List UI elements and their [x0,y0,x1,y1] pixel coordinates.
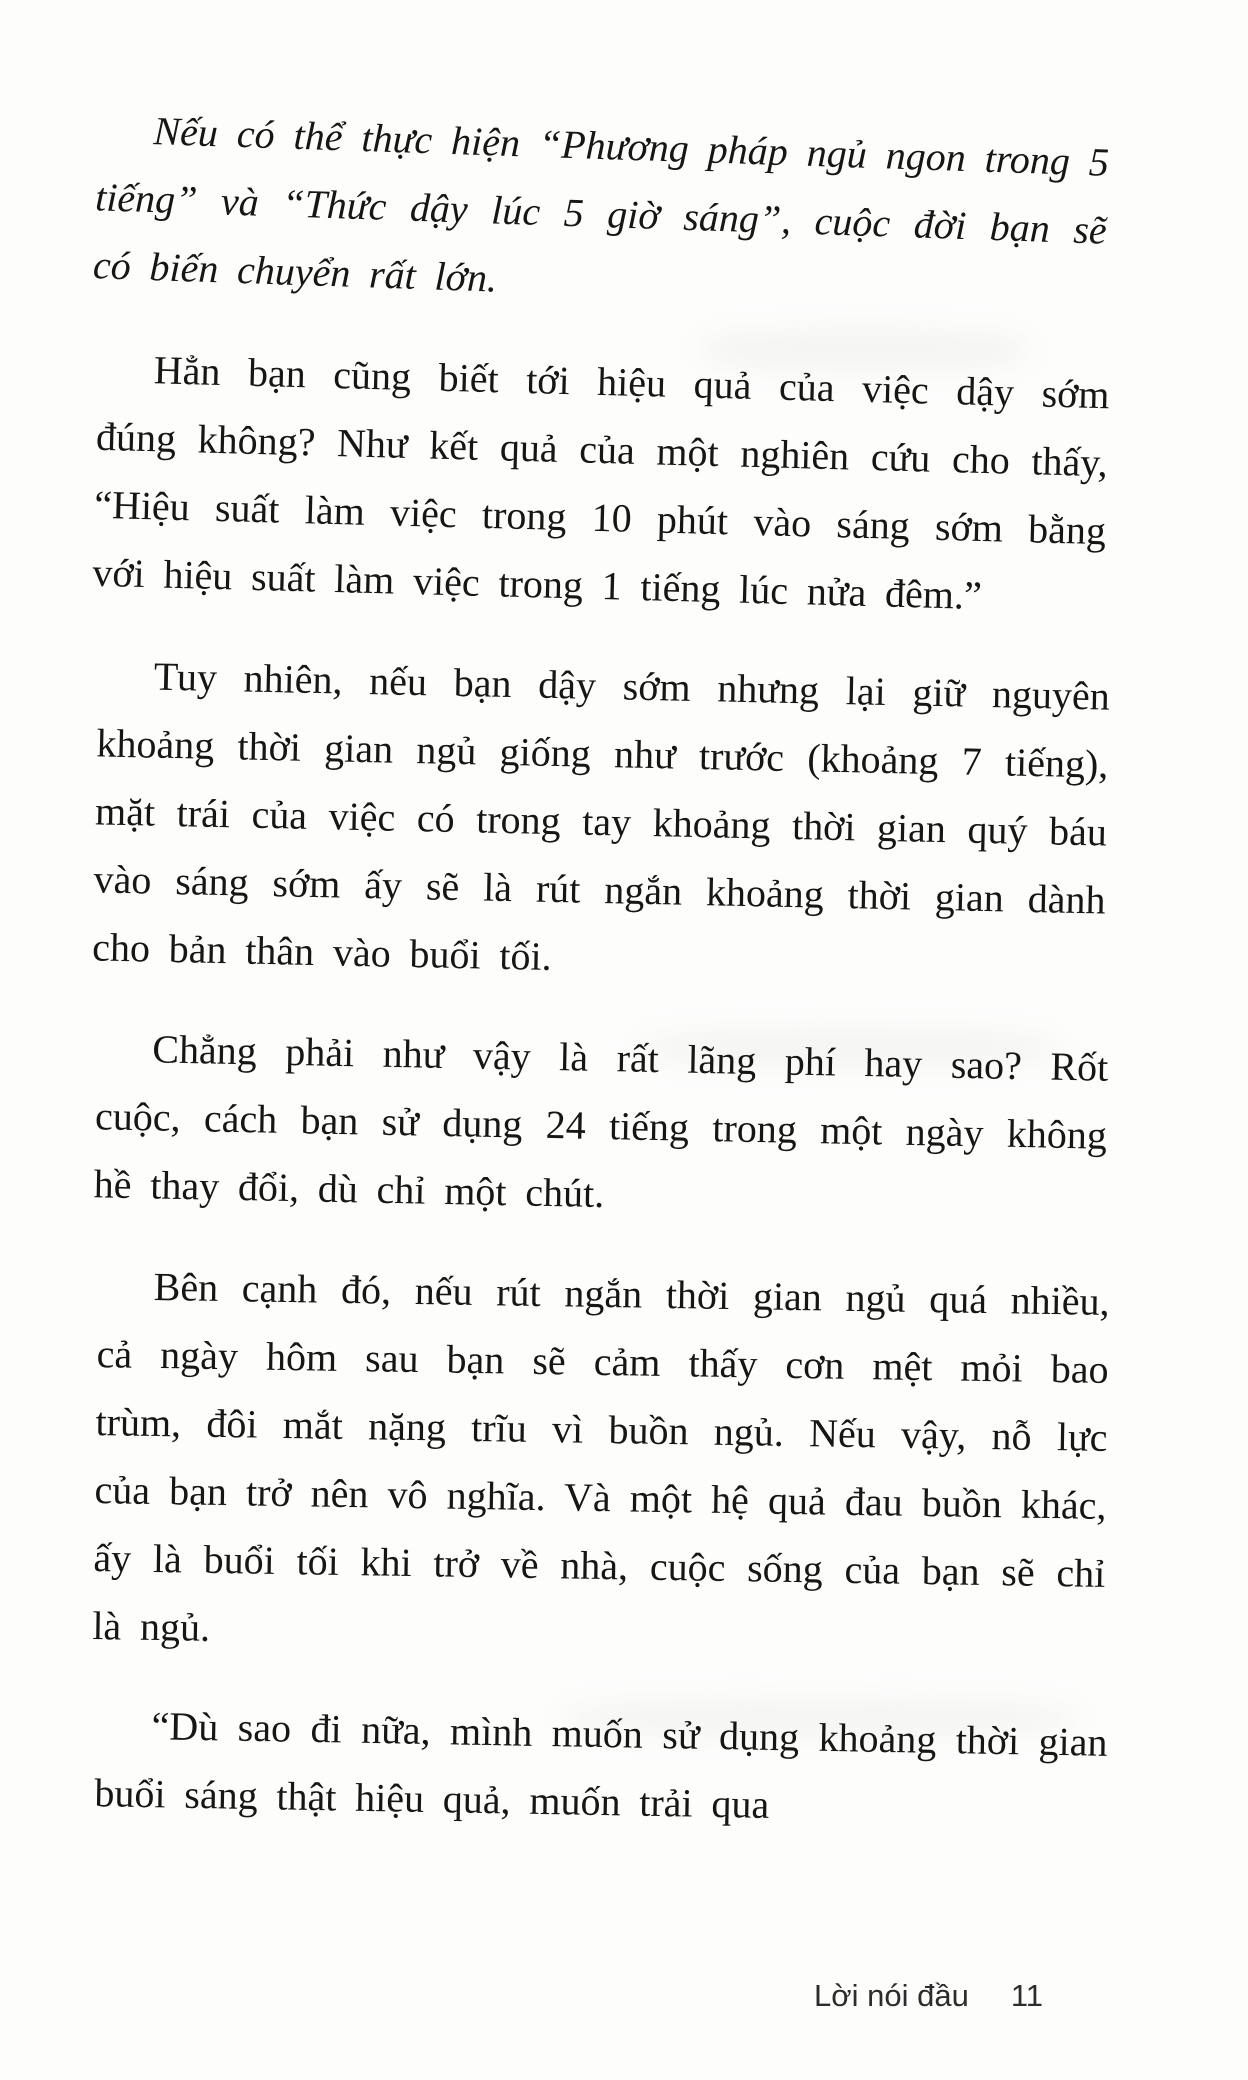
paragraph-1: Nếu có thể thực hiện “Phương pháp ngủ ngon trong 5 tiếng” và “Thức dậy lúc 5 giờ sáng”, cuộc đời bạn sẽ có biến chuyển rất lớn. [92,108,1110,301]
footer-section-title: Lời nói đầu [814,1978,969,2013]
paragraph-5: Bên cạnh đó, nếu rút ngắn thời gian ngủ quá nhiều, cả ngày hôm sau bạn sẽ cảm thấy cơn mệt mỏi bao trùm, đôi mắt nặng trĩu vì buồn ngủ. Nếu vậy, nỗ lực của bạn trở nên vô nghĩa. Và một hệ quả đau buồn khác, ấy là buổi tối khi trở về nhà, cuộc sống của bạn sẽ chỉ là ngủ. [92,1263,1110,1650]
page-footer [0,1978,1043,2014]
paragraph-4: Chẳng phải như vậy là rất lãng phí hay sao? Rốt cuộc, cách bạn sử dụng 24 tiếng trong một ngày không hề thay đổi, dù chỉ một chút. [93,1026,1109,1217]
page-body [91,108,1111,1868]
paragraph-2: Hẳn bạn cũng biết tới hiệu quả của việc dậy sớm đúng không? Như kết quả của một nghiên cứu cho thấy, “Hiệu suất làm việc trong 10 phút vào sáng sớm bằng với hiệu suất làm việc trong 1 tiếng lúc nửa đêm.” [91,347,1111,618]
paragraph-6: “Dù sao đi nữa, mình muốn sử dụng khoảng thời gian buổi sáng thật hiệu quả, muốn trải qua [94,1703,1108,1827]
footer-page-number: 11 [1010,1978,1043,2013]
paragraph-3: Tuy nhiên, nếu bạn dậy sớm nhưng lại giữ nguyên khoảng thời gian ngủ giống như trước (khoảng 7 tiếng), mặt trái của việc có trong tay khoảng thời gian quý báu vào sáng sớm ấy sẽ là rút ngắn khoảng thời gian dành cho bản thân vào buổi tối. [91,653,1111,979]
